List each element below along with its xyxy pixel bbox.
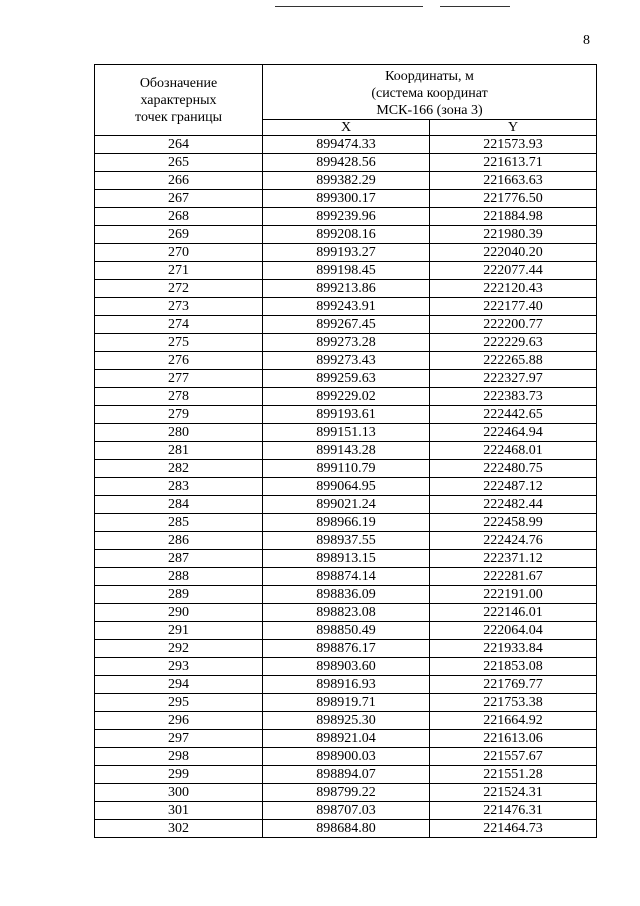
x-coordinate-cell: 899382.29	[263, 172, 430, 190]
y-coordinate-cell: 221664.92	[430, 712, 597, 730]
y-coordinate-cell: 222327.97	[430, 370, 597, 388]
x-coordinate-cell: 899229.02	[263, 388, 430, 406]
y-coordinate-cell: 221753.38	[430, 694, 597, 712]
x-coordinate-cell: 898874.14	[263, 568, 430, 586]
table-row	[95, 640, 597, 658]
x-coordinate-cell: 899243.91	[263, 298, 430, 316]
point-id-cell: 288	[95, 568, 263, 586]
x-coordinate-cell: 898876.17	[263, 640, 430, 658]
table-row	[95, 460, 597, 478]
point-id-cell: 264	[95, 136, 263, 154]
x-coordinate-cell: 899239.96	[263, 208, 430, 226]
table-row	[95, 136, 597, 154]
table-row	[95, 748, 597, 766]
y-coordinate-cell: 222077.44	[430, 262, 597, 280]
point-id-cell: 275	[95, 334, 263, 352]
y-coordinate-cell: 222464.94	[430, 424, 597, 442]
point-id-cell: 297	[95, 730, 263, 748]
x-coordinate-cell: 898966.19	[263, 514, 430, 532]
table-row	[95, 604, 597, 622]
table-row	[95, 784, 597, 802]
x-coordinate-cell: 898900.03	[263, 748, 430, 766]
y-coordinate-cell: 221551.28	[430, 766, 597, 784]
point-id-cell: 278	[95, 388, 263, 406]
x-coordinate-cell: 899193.61	[263, 406, 430, 424]
coords-header-line: (система координат	[371, 85, 488, 101]
x-coordinate-cell: 899273.43	[263, 352, 430, 370]
coordinates-header	[263, 65, 597, 120]
y-coordinate-cell: 222442.65	[430, 406, 597, 424]
point-id-cell: 292	[95, 640, 263, 658]
x-coordinate-cell: 899193.27	[263, 244, 430, 262]
point-id-cell: 293	[95, 658, 263, 676]
x-coordinate-cell: 898707.03	[263, 802, 430, 820]
y-coordinate-cell: 222200.77	[430, 316, 597, 334]
x-coordinate-cell: 899213.86	[263, 280, 430, 298]
table-row	[95, 334, 597, 352]
table-header-row	[95, 65, 597, 120]
x-coordinate-cell: 898921.04	[263, 730, 430, 748]
table-row	[95, 244, 597, 262]
table-row	[95, 208, 597, 226]
point-id-cell: 289	[95, 586, 263, 604]
table-row	[95, 766, 597, 784]
table-row	[95, 154, 597, 172]
point-id-cell: 291	[95, 622, 263, 640]
table-row	[95, 694, 597, 712]
table-row	[95, 658, 597, 676]
x-coordinate-cell: 898823.08	[263, 604, 430, 622]
point-id-cell: 280	[95, 424, 263, 442]
table-row	[95, 676, 597, 694]
table-row	[95, 172, 597, 190]
point-id-cell: 286	[95, 532, 263, 550]
x-coordinate-cell: 899428.56	[263, 154, 430, 172]
x-coordinate-cell: 898799.22	[263, 784, 430, 802]
table-row	[95, 802, 597, 820]
x-coordinate-cell: 898836.09	[263, 586, 430, 604]
x-coordinate-cell: 898937.55	[263, 532, 430, 550]
y-coordinate-cell: 222040.20	[430, 244, 597, 262]
x-column-header: X	[263, 120, 430, 136]
y-coordinate-cell: 221464.73	[430, 820, 597, 838]
coords-header-line: МСК-166 (зона 3)	[376, 102, 483, 118]
y-coordinate-cell: 221557.67	[430, 748, 597, 766]
y-coordinate-cell: 222120.43	[430, 280, 597, 298]
table-row	[95, 280, 597, 298]
top-rule-secondary	[440, 6, 510, 7]
table-row	[95, 730, 597, 748]
point-id-cell: 295	[95, 694, 263, 712]
y-coordinate-cell: 222487.12	[430, 478, 597, 496]
y-coordinate-cell: 222482.44	[430, 496, 597, 514]
point-id-cell: 269	[95, 226, 263, 244]
y-coordinate-cell: 221853.08	[430, 658, 597, 676]
x-coordinate-cell: 899198.45	[263, 262, 430, 280]
table-row	[95, 316, 597, 334]
table-row	[95, 514, 597, 532]
y-coordinate-cell: 222480.75	[430, 460, 597, 478]
point-id-cell: 283	[95, 478, 263, 496]
x-coordinate-cell: 898913.15	[263, 550, 430, 568]
point-id-cell: 270	[95, 244, 263, 262]
y-coordinate-cell: 222229.63	[430, 334, 597, 352]
y-coordinate-cell: 222371.12	[430, 550, 597, 568]
y-coordinate-cell: 221884.98	[430, 208, 597, 226]
y-coordinate-cell: 222064.04	[430, 622, 597, 640]
table-row	[95, 712, 597, 730]
y-coordinate-cell: 221769.77	[430, 676, 597, 694]
x-coordinate-cell: 898916.93	[263, 676, 430, 694]
point-id-cell: 294	[95, 676, 263, 694]
top-rule	[275, 6, 423, 7]
table-row	[95, 568, 597, 586]
page-number: 8	[583, 33, 590, 48]
table-row	[95, 532, 597, 550]
x-coordinate-cell: 899064.95	[263, 478, 430, 496]
point-id-cell: 299	[95, 766, 263, 784]
x-coordinate-cell: 898919.71	[263, 694, 430, 712]
point-id-cell: 268	[95, 208, 263, 226]
x-coordinate-cell: 899474.33	[263, 136, 430, 154]
point-id-cell: 266	[95, 172, 263, 190]
point-header-line: точек границы	[135, 109, 222, 125]
point-id-cell: 274	[95, 316, 263, 334]
table-row	[95, 298, 597, 316]
point-id-cell: 277	[95, 370, 263, 388]
point-id-cell: 281	[95, 442, 263, 460]
table-row	[95, 190, 597, 208]
point-id-cell: 287	[95, 550, 263, 568]
point-id-cell: 298	[95, 748, 263, 766]
y-coordinate-cell: 221476.31	[430, 802, 597, 820]
point-id-cell: 300	[95, 784, 263, 802]
y-coordinate-cell: 222191.00	[430, 586, 597, 604]
x-coordinate-cell: 898894.07	[263, 766, 430, 784]
point-id-cell: 273	[95, 298, 263, 316]
point-id-cell: 302	[95, 820, 263, 838]
x-coordinate-cell: 899300.17	[263, 190, 430, 208]
point-id-cell: 296	[95, 712, 263, 730]
x-coordinate-cell: 899151.13	[263, 424, 430, 442]
coordinates-table	[94, 64, 597, 838]
y-coordinate-cell: 222177.40	[430, 298, 597, 316]
table-row	[95, 424, 597, 442]
x-coordinate-cell: 898684.80	[263, 820, 430, 838]
y-coordinate-cell: 221776.50	[430, 190, 597, 208]
point-id-cell: 282	[95, 460, 263, 478]
table-row	[95, 370, 597, 388]
point-header-line: характерных	[140, 92, 217, 108]
point-designation-header	[95, 65, 263, 136]
y-coordinate-cell: 222458.99	[430, 514, 597, 532]
table-row	[95, 406, 597, 424]
y-coordinate-cell: 222383.73	[430, 388, 597, 406]
table-row	[95, 352, 597, 370]
y-coordinate-cell: 221980.39	[430, 226, 597, 244]
y-coordinate-cell: 222146.01	[430, 604, 597, 622]
point-id-cell: 284	[95, 496, 263, 514]
y-coordinate-cell: 222265.88	[430, 352, 597, 370]
table-row	[95, 496, 597, 514]
point-id-cell: 279	[95, 406, 263, 424]
table-row	[95, 820, 597, 838]
table-body	[95, 136, 597, 838]
x-coordinate-cell: 899143.28	[263, 442, 430, 460]
table-row	[95, 550, 597, 568]
coords-header-line: Координаты, м	[385, 68, 474, 84]
y-coordinate-cell: 222468.01	[430, 442, 597, 460]
x-coordinate-cell: 899267.45	[263, 316, 430, 334]
table-row	[95, 262, 597, 280]
x-coordinate-cell: 898850.49	[263, 622, 430, 640]
table-row	[95, 478, 597, 496]
y-coordinate-cell: 221663.63	[430, 172, 597, 190]
y-coordinate-cell: 222281.67	[430, 568, 597, 586]
table-row	[95, 442, 597, 460]
point-id-cell: 285	[95, 514, 263, 532]
point-id-cell: 301	[95, 802, 263, 820]
point-id-cell: 272	[95, 280, 263, 298]
y-coordinate-cell: 221524.31	[430, 784, 597, 802]
point-id-cell: 271	[95, 262, 263, 280]
point-id-cell: 267	[95, 190, 263, 208]
x-coordinate-cell: 898903.60	[263, 658, 430, 676]
y-coordinate-cell: 221573.93	[430, 136, 597, 154]
y-coordinate-cell: 222424.76	[430, 532, 597, 550]
point-id-cell: 265	[95, 154, 263, 172]
y-column-header: Y	[430, 120, 597, 136]
x-coordinate-cell: 899259.63	[263, 370, 430, 388]
y-coordinate-cell: 221613.06	[430, 730, 597, 748]
x-coordinate-cell: 899110.79	[263, 460, 430, 478]
x-coordinate-cell: 899021.24	[263, 496, 430, 514]
point-id-cell: 276	[95, 352, 263, 370]
table-row	[95, 586, 597, 604]
table-row	[95, 622, 597, 640]
x-coordinate-cell: 898925.30	[263, 712, 430, 730]
table-row	[95, 388, 597, 406]
point-id-cell: 290	[95, 604, 263, 622]
x-coordinate-cell: 899273.28	[263, 334, 430, 352]
point-header-line: Обозначение	[139, 75, 218, 91]
y-coordinate-cell: 221613.71	[430, 154, 597, 172]
x-coordinate-cell: 899208.16	[263, 226, 430, 244]
y-coordinate-cell: 221933.84	[430, 640, 597, 658]
table-row	[95, 226, 597, 244]
